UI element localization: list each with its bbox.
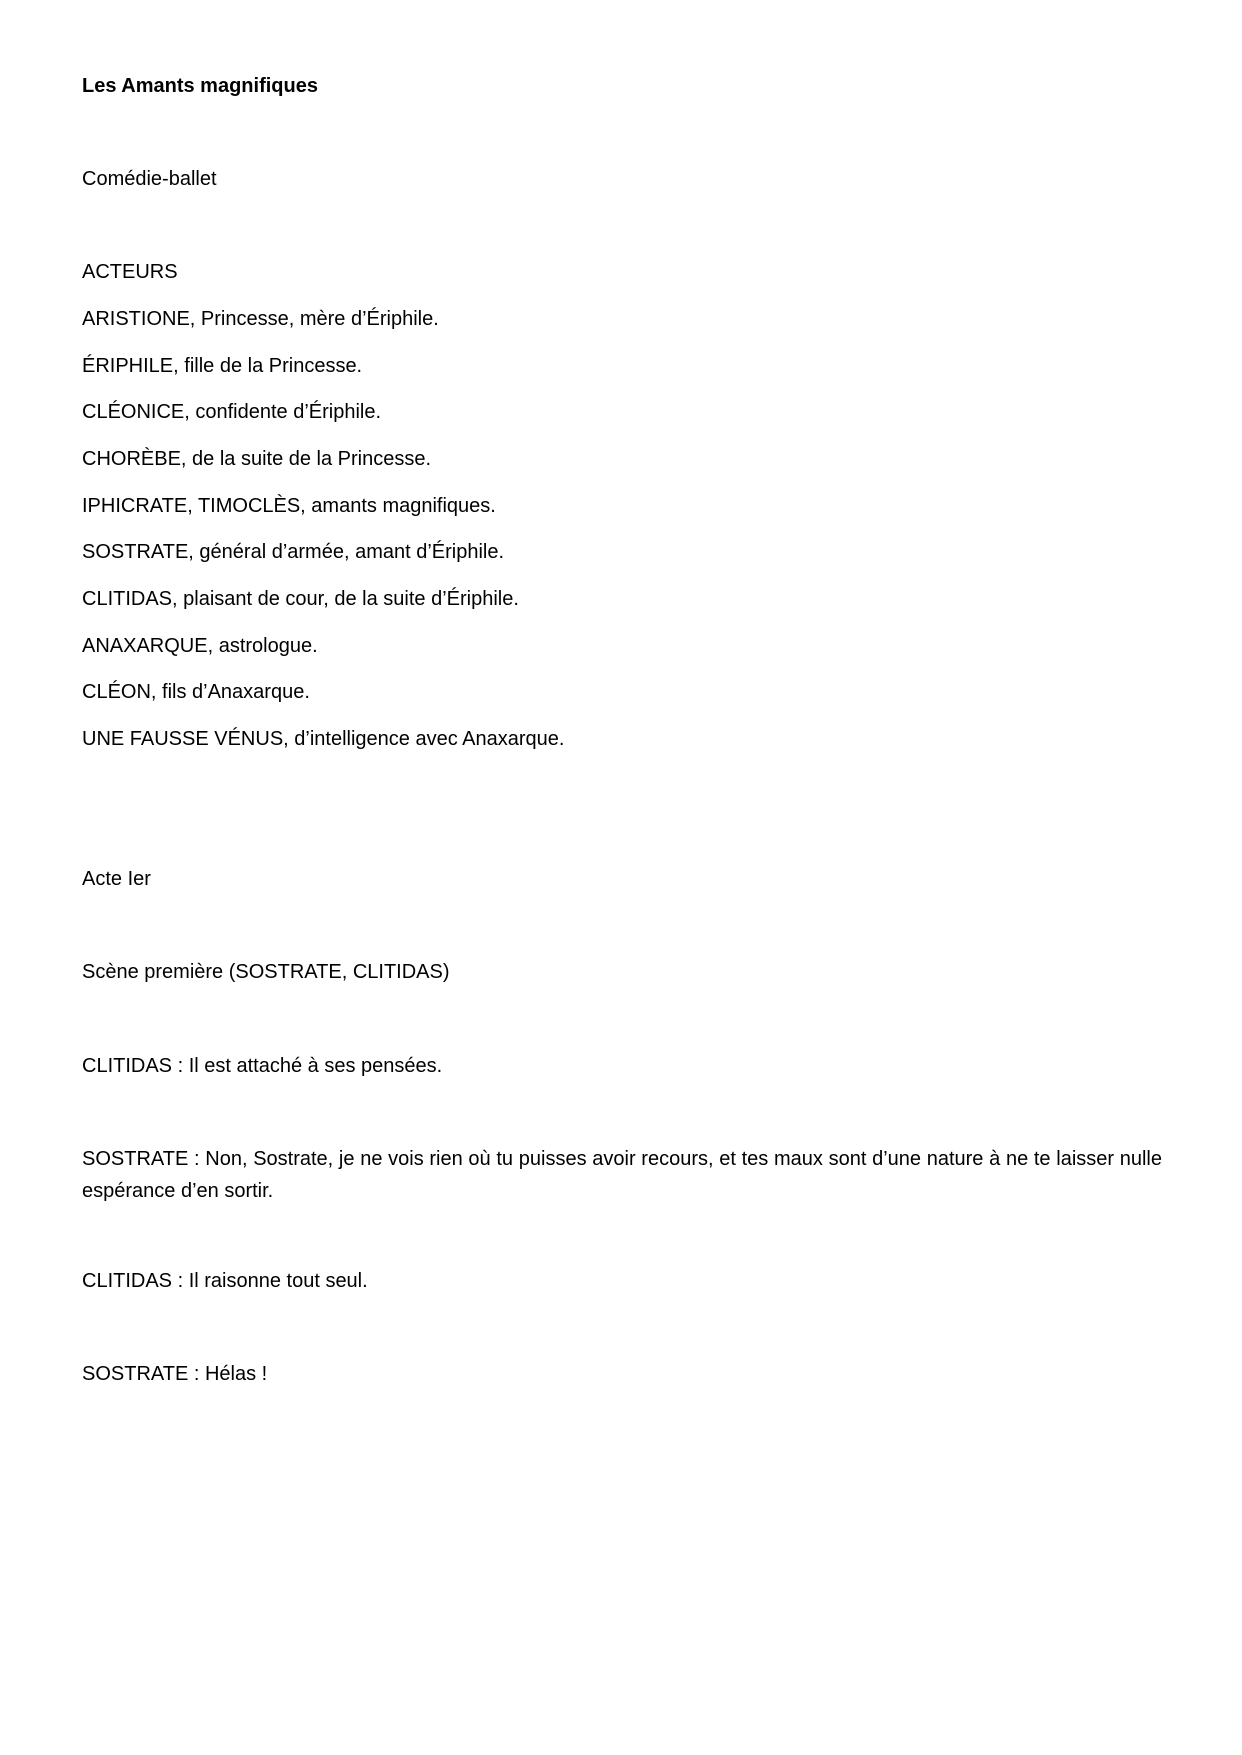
cast-item: UNE FAUSSE VÉNUS, d’intelligence avec Anaxarque. [82, 728, 565, 750]
cast-item: ARISTIONE, Princesse, mère d’Ériphile. [82, 308, 439, 330]
cast-item: SOSTRATE, général d’armée, amant d’Ériphile. [82, 541, 505, 563]
dialogue-line: SOSTRATE : Hélas ! [82, 1363, 268, 1385]
dialogue-line: SOSTRATE : Non, Sostrate, je ne vois rien où tu puisses avoir recours, et tes maux sont d’une nature à ne te laisser nulle espérance d’en sortir. [82, 1148, 1162, 1202]
play-title: Les Amants magnifiques [82, 75, 318, 97]
cast-item: IPHICRATE, TIMOCLÈS, amants magnifiques. [82, 495, 496, 517]
dialogue-line: CLITIDAS : Il raisonne tout seul. [82, 1270, 368, 1292]
cast-item: CLÉONICE, confidente d’Ériphile. [82, 401, 382, 423]
act-heading: Acte Ier [82, 868, 151, 890]
scene-heading: Scène première (SOSTRATE, CLITIDAS) [82, 961, 450, 983]
cast-item: CLITIDAS, plaisant de cour, de la suite d’Ériphile. [82, 588, 519, 610]
cast-item: ANAXARQUE, astrologue. [82, 635, 318, 657]
cast-heading: ACTEURS [82, 261, 178, 283]
dialogue-line: CLITIDAS : Il est attaché à ses pensées. [82, 1055, 443, 1077]
play-genre: Comédie-ballet [82, 168, 217, 190]
cast-item: CLÉON, fils d’Anaxarque. [82, 681, 310, 703]
cast-item: ÉRIPHILE, fille de la Princesse. [82, 355, 363, 377]
cast-item: CHORÈBE, de la suite de la Princesse. [82, 448, 432, 470]
